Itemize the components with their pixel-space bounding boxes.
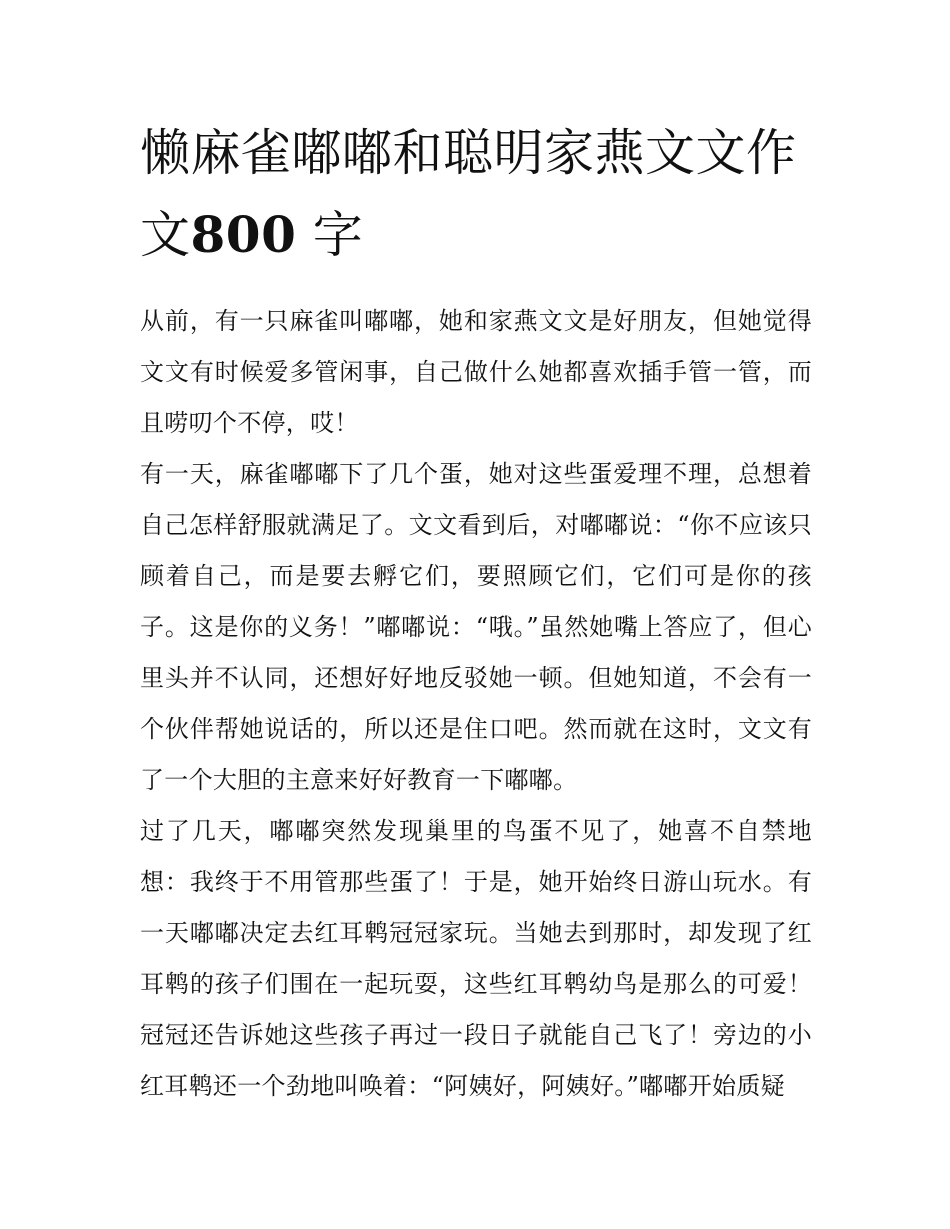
title-text-part1: 懒麻雀嘟嘟和聪明家燕文文作文 <box>140 124 797 264</box>
paragraph-2: 有一天，麻雀嘟嘟下了几个蛋，她对这些蛋爱理不理，总想着自己怎样舒服就满足了。文文看到后，对嘟嘟说：“你不应该只顾着自己，而是要去孵它们，要照顾它们，它们可是你的孩子。这是你的义务！”嘟嘟说：“哦。”虽然她嘴上答应了，但心里头并不认同，还想好好地反驳她一顿。但她知道，不会有一个伙伴帮她说话的，所以还是住口吧。然而就在这时，文文有了一个大胆的主意来好好教育一下嘟嘟。 <box>140 460 812 794</box>
paragraph-3: 过了几天，嘟嘟突然发现巢里的鸟蛋不见了，她喜不自禁地想：我终于不用管那些蛋了！于是，她开始终日游山玩水。有一天嘟嘟决定去红耳鹎冠冠家玩。当她去到那时，却发现了红耳鹎的孩子们围在一起玩耍，这些红耳鹎幼鸟是那么的可爱！冠冠还告诉她这些孩子再过一段日子就能自己飞了！旁边的小红耳鹎还一个劲地叫唤着：“阿姨好，阿姨好。”嘟嘟开始质疑 <box>140 817 812 1100</box>
document-page <box>140 112 812 1112</box>
title-number: 800 <box>190 205 297 264</box>
document-title <box>140 112 812 276</box>
document-body <box>140 296 812 1112</box>
title-text-part2: 字 <box>312 206 364 264</box>
paragraph-1: 从前，有一只麻雀叫嘟嘟，她和家燕文文是好朋友，但她觉得文文有时候爱多管闲事，自己做什么她都喜欢插手管一管，而且唠叨个不停，哎！ <box>140 307 812 437</box>
